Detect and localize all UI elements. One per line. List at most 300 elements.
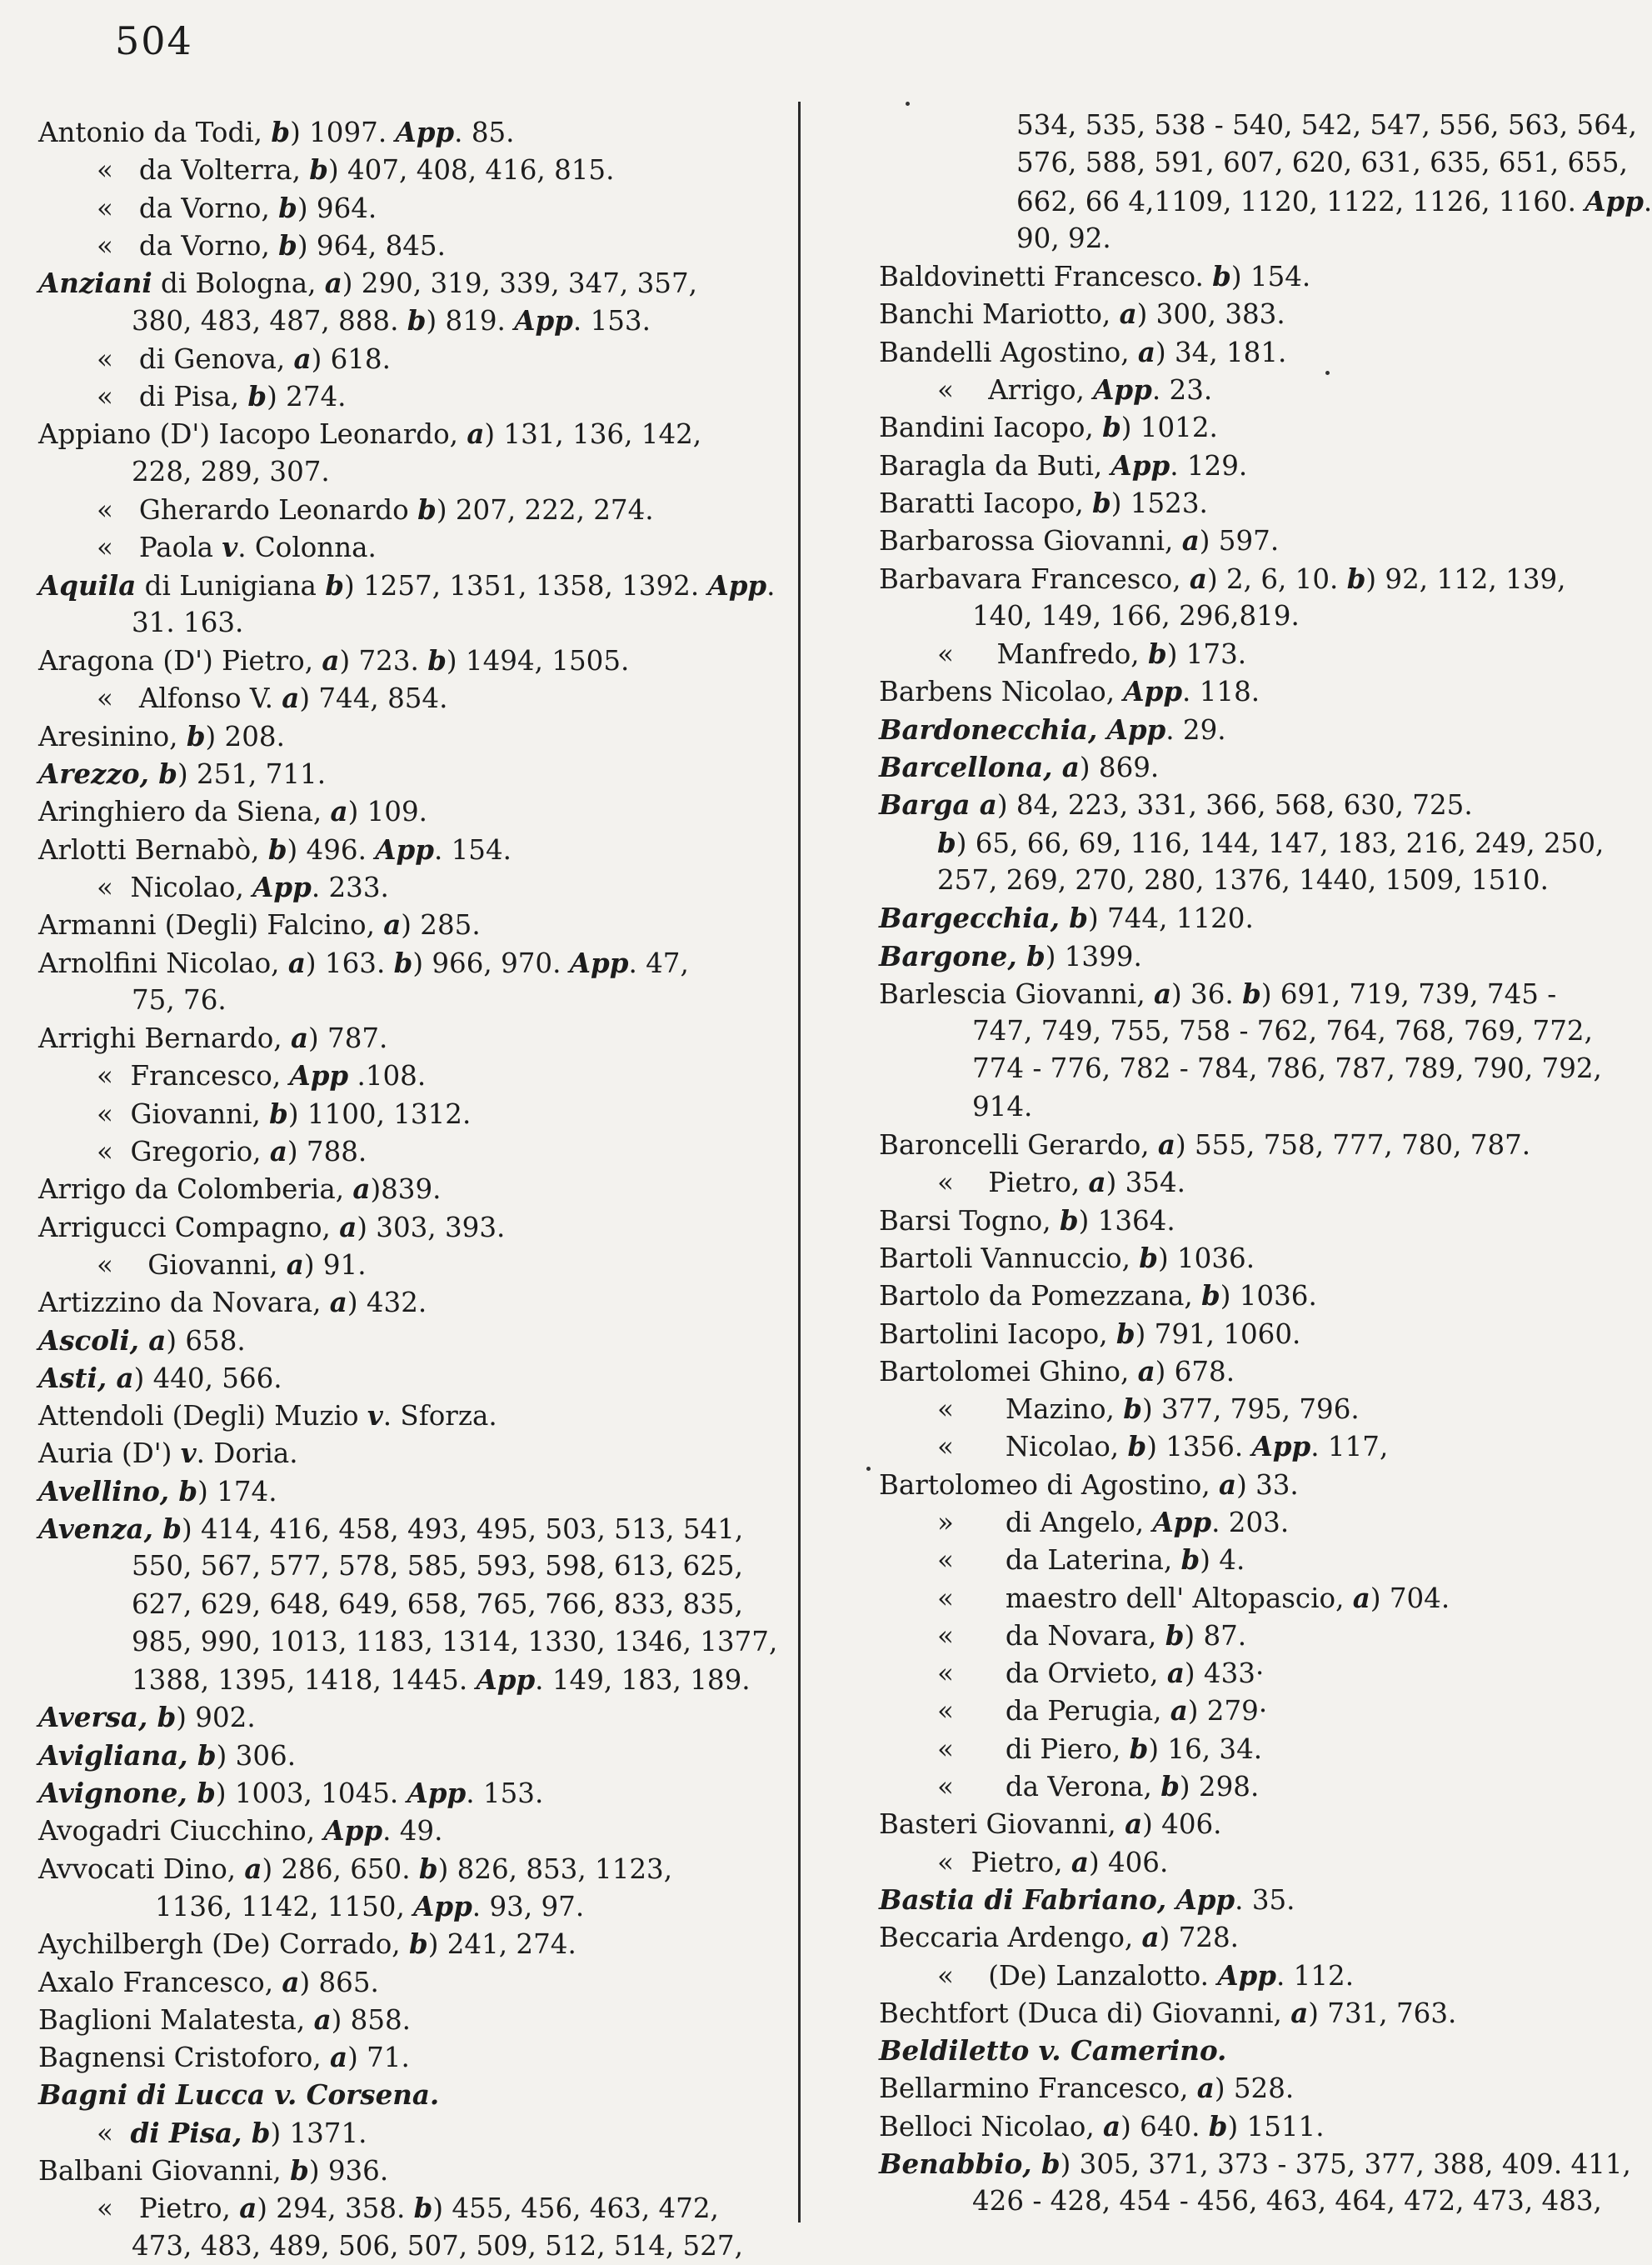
index-line	[38, 1095, 771, 1132]
index-line	[38, 1623, 778, 1661]
index-italic-text: b	[1201, 1279, 1220, 1312]
index-text: . Doria.	[196, 1438, 298, 1470]
index-italic-text: Bastia di Fabriano, App	[879, 1882, 1235, 1916]
index-line	[879, 1730, 1612, 1768]
index-text: « da Vorno,	[97, 192, 279, 224]
index-text: Axalo Francesco,	[38, 1966, 282, 1998]
index-line	[38, 1850, 771, 1888]
index-italic-text: b	[267, 832, 287, 866]
index-text: ) 92, 112, 139,	[1365, 562, 1566, 595]
index-text: ) 678.	[1155, 1355, 1235, 1388]
index-italic-text: a	[1290, 1996, 1309, 2029]
index-line	[879, 1315, 1612, 1352]
index-italic-text: a	[1137, 1354, 1155, 1388]
index-italic-text: Asti, a	[38, 1361, 134, 1394]
index-text: ) 207, 222, 274.	[436, 493, 654, 526]
index-italic-text: App	[375, 832, 434, 866]
index-line	[38, 415, 771, 452]
index-line	[38, 113, 771, 151]
index-text: ) 640.	[1120, 2110, 1209, 2142]
index-line	[38, 1132, 771, 1170]
index-text: Auria (D')	[38, 1438, 181, 1470]
index-text: di Bologna,	[152, 268, 325, 300]
index-italic-text: a	[293, 342, 312, 375]
index-line	[38, 1170, 771, 1208]
index-text: ) 1364.	[1078, 1204, 1175, 1237]
index-text: ) 406.	[1142, 1808, 1222, 1841]
index-text: ) 163.	[305, 947, 394, 979]
index-text: ) 788.	[287, 1136, 367, 1168]
index-italic-text: b	[1059, 1203, 1079, 1237]
index-italic-text: a	[239, 2192, 257, 2225]
index-text: ) 440, 566.	[133, 1362, 282, 1394]
index-text: ) 4.	[1200, 1544, 1245, 1577]
index-italic-text: a	[339, 1210, 357, 1243]
index-text: ) 303, 393.	[357, 1211, 506, 1243]
index-text: . 154.	[433, 833, 512, 866]
index-line	[879, 711, 1612, 748]
index-line	[38, 1322, 771, 1359]
index-text: ) 208.	[205, 720, 285, 752]
index-text: Bellarmino Francesco,	[879, 2072, 1197, 2105]
index-line	[879, 1012, 1612, 1050]
index-text: ) 298.	[1179, 1771, 1260, 1803]
index-text: « Gregorio,	[97, 1136, 270, 1168]
index-line	[879, 484, 1612, 522]
index-text: « Nicolao,	[97, 871, 253, 903]
index-text: «	[97, 2117, 131, 2149]
index-italic-text: Avellino, b	[38, 1474, 198, 1508]
index-text: ) 241, 274.	[427, 1928, 576, 1961]
index-italic-text: Bargone, b	[879, 939, 1046, 972]
index-italic-text: b	[269, 1097, 288, 1130]
index-italic-text: b	[1208, 2109, 1228, 2142]
index-line	[38, 378, 771, 415]
index-italic-text: Barga a	[879, 788, 997, 822]
index-text: ) 432.	[347, 1287, 427, 1319]
index-text: Arrigo da Colomberia,	[38, 1173, 353, 1206]
print-fleck	[906, 102, 910, 106]
index-line	[38, 1246, 771, 1283]
index-text: ) 1371.	[270, 2117, 367, 2149]
index-italic-text: b	[309, 153, 328, 187]
index-line	[38, 302, 771, 339]
index-line	[38, 2114, 771, 2152]
index-text: 426 - 428, 454 - 456, 463, 464, 472, 473, 483,	[972, 2185, 1602, 2218]
index-text: ) 1100, 1312.	[287, 1098, 472, 1130]
index-text: Barsi Togno,	[879, 1204, 1060, 1237]
index-line	[879, 220, 1612, 258]
index-text: 257, 269, 270, 280, 1376, 1440, 1509, 1510.	[937, 863, 1549, 896]
index-line	[879, 975, 1612, 1012]
index-text: ) 300, 383.	[1136, 298, 1285, 331]
index-italic-text: a	[330, 2041, 348, 2074]
index-italic-text: a	[352, 1172, 371, 1206]
index-line	[879, 1843, 1612, 1881]
index-text: Balbani Giovanni,	[38, 2155, 291, 2188]
index-line	[879, 1541, 1612, 1578]
index-line	[38, 1963, 771, 2001]
index-text: ) 16, 34.	[1148, 1732, 1263, 1765]
index-text: ) 858.	[331, 2003, 412, 2036]
index-text: « Gherardo Leonardo	[97, 493, 418, 526]
index-text: ) 723.	[339, 645, 428, 678]
index-italic-text: b	[418, 1852, 438, 1885]
index-italic-text: a	[282, 682, 300, 715]
index-line	[879, 899, 1612, 937]
index-line	[879, 1805, 1612, 1842]
index-italic-text: a	[1219, 1468, 1237, 1501]
index-italic-text: a	[467, 418, 485, 451]
index-line	[38, 151, 771, 188]
index-text: ) 787.	[308, 1022, 388, 1055]
index-text: « Francesco,	[97, 1060, 290, 1092]
index-line	[879, 1390, 1612, 1428]
index-line	[38, 528, 771, 566]
index-line	[38, 1510, 771, 1548]
index-text: 550, 567, 577, 578, 585, 593, 598, 613, 625,	[132, 1550, 743, 1582]
index-text: « da Orvieto,	[937, 1658, 1167, 1690]
index-text: Arlotti Bernabò,	[38, 833, 268, 866]
index-text: )839.	[370, 1173, 442, 1206]
index-italic-text: a	[1103, 2109, 1121, 2142]
index-text: Bechtfort (Duca di) Giovanni,	[879, 1997, 1291, 2029]
index-italic-text: b	[1115, 1317, 1135, 1350]
index-line	[879, 1126, 1612, 1163]
index-text: ) 731, 763.	[1308, 1997, 1457, 2029]
index-text: 747, 749, 755, 758 - 762, 764, 768, 769, 772,	[972, 1015, 1593, 1048]
index-text: . 112.	[1276, 1959, 1355, 1992]
index-line	[879, 107, 1637, 144]
index-text: ) 791, 1060.	[1135, 1318, 1301, 1350]
index-italic-text: Ascoli, a	[38, 1323, 167, 1357]
index-italic-text: b	[1123, 1392, 1142, 1426]
index-text: 576, 588, 591, 607, 620, 631, 635, 651, 655,	[1016, 147, 1628, 179]
index-italic-text: App	[252, 870, 312, 903]
index-text: . 93, 97.	[472, 1890, 585, 1922]
index-text: .108.	[348, 1060, 427, 1092]
index-text: ) 528.	[1214, 2072, 1295, 2105]
index-italic-text: b	[186, 719, 206, 752]
index-text: Arrighi Bernardo,	[38, 1022, 291, 1055]
index-text: Bartolini Iacopo,	[879, 1318, 1116, 1350]
index-line	[879, 1692, 1612, 1729]
index-text: Baratti Iacopo,	[879, 487, 1093, 519]
index-text: « di Piero,	[937, 1732, 1130, 1765]
index-line	[879, 1428, 1612, 1465]
index-text: Baglioni Malatesta,	[38, 2003, 314, 2036]
index-italic-text: App	[1251, 1430, 1311, 1463]
index-italic-text: a	[329, 1286, 347, 1319]
index-text: Bandini Iacopo,	[879, 412, 1103, 444]
index-text: Artizzino da Novara,	[38, 1287, 330, 1319]
index-italic-text: Aquila	[38, 568, 137, 602]
index-text: ) 1012.	[1120, 412, 1218, 444]
index-text: « da Perugia,	[937, 1695, 1170, 1728]
index-italic-text: a	[330, 795, 348, 828]
index-text: Barlescia Giovanni,	[879, 978, 1154, 1010]
index-line	[38, 1472, 771, 1510]
index-line	[38, 679, 771, 717]
index-line	[879, 333, 1612, 371]
index-italic-text: b	[278, 228, 297, 262]
index-italic-text: a	[1119, 298, 1137, 331]
index-text: Beccaria Ardengo,	[879, 1922, 1142, 1954]
index-text: . 23.	[1151, 374, 1213, 407]
index-text: ) 1356.	[1146, 1431, 1252, 1463]
index-line	[38, 1812, 771, 1849]
index-line	[879, 1579, 1612, 1617]
index-italic-text: b	[413, 2192, 433, 2225]
index-italic-text: Beldiletto v. Camerino.	[879, 2034, 1227, 2068]
index-line	[38, 642, 771, 679]
index-text: « Pietro,	[937, 1846, 1071, 1878]
index-text: « maestro dell' Altopascio,	[937, 1582, 1353, 1614]
index-italic-text: b	[1346, 562, 1366, 595]
index-italic-text: Bargecchia, b	[879, 902, 1089, 935]
index-text: ) 279·	[1187, 1695, 1268, 1728]
index-line	[38, 1661, 771, 1698]
index-text: « da Laterina,	[937, 1544, 1181, 1577]
index-line	[38, 1548, 771, 1585]
index-text: « Pietro,	[97, 2192, 240, 2225]
index-line	[879, 1994, 1612, 2032]
index-line	[38, 1698, 771, 1736]
index-text: ) 285.	[401, 909, 481, 942]
index-text: . 117,	[1310, 1431, 1389, 1463]
index-text: Aragona (D') Pietro,	[38, 645, 322, 678]
index-column-left	[38, 113, 778, 2265]
index-text: « Paola	[97, 532, 222, 564]
index-text: ) 33.	[1236, 1468, 1299, 1501]
index-text: « Giovanni,	[97, 1098, 270, 1130]
index-text: ) 34, 181.	[1155, 336, 1287, 368]
index-italic-text: App	[569, 946, 629, 979]
index-line	[879, 1466, 1612, 1503]
index-line	[38, 868, 771, 906]
index-text: « da Novara,	[937, 1619, 1165, 1652]
index-text: 1136, 1142, 1150,	[155, 1890, 414, 1922]
index-line	[879, 635, 1612, 672]
index-text: Basteri Giovanni,	[879, 1808, 1125, 1841]
index-italic-text: Bagni di Lucca v. Corsena.	[38, 2078, 440, 2112]
index-italic-text: b	[1127, 1430, 1147, 1463]
index-text: ) 354.	[1105, 1167, 1185, 1199]
index-italic-text: b	[271, 116, 291, 148]
index-text: Barbarossa Giovanni,	[879, 525, 1182, 558]
index-text: 380, 483, 487, 888.	[132, 305, 407, 338]
index-text: « Arrigo,	[937, 374, 1094, 407]
index-line	[38, 2038, 771, 2076]
index-line	[879, 1768, 1612, 1805]
index-line	[38, 1397, 771, 1434]
index-line	[879, 560, 1612, 598]
index-line	[38, 792, 771, 830]
index-text: 31. 163.	[132, 606, 244, 638]
index-line	[38, 1019, 771, 1057]
index-italic-text: b	[1092, 486, 1111, 519]
index-text: Bagnensi Cristoforo,	[38, 2042, 331, 2074]
index-line	[38, 1283, 771, 1321]
index-text: . 153.	[572, 305, 651, 338]
index-line	[879, 1654, 1612, 1692]
print-fleck	[866, 1467, 871, 1471]
index-italic-text: Avignone, b	[38, 1777, 216, 1810]
index-line	[879, 522, 1612, 559]
index-text: « Giovanni,	[97, 1248, 287, 1281]
index-italic-text: b	[278, 191, 297, 224]
index-text: 774 - 776, 782 - 784, 786, 787, 789, 790, 792,	[972, 1052, 1602, 1085]
index-text: « di Genova,	[97, 342, 294, 375]
index-line	[879, 144, 1628, 182]
index-text: ) 744, 1120.	[1088, 902, 1254, 935]
index-text: « Alfonso V.	[97, 682, 282, 715]
index-italic-text: a	[324, 267, 342, 300]
index-italic-text: a	[1141, 1921, 1160, 1954]
index-line	[879, 371, 1612, 408]
index-text: ) 414, 416, 458, 493, 495, 503, 513, 541,	[181, 1512, 744, 1545]
index-text: » di Angelo,	[937, 1506, 1153, 1538]
index-text: ) 618.	[311, 342, 391, 375]
index-line	[38, 1359, 771, 1397]
index-italic-text: di Pisa, b	[130, 2116, 271, 2149]
index-line	[879, 295, 1612, 332]
index-italic-text: App	[1217, 1958, 1276, 1992]
index-line	[879, 2032, 1612, 2069]
index-italic-text: a	[1137, 335, 1155, 368]
index-italic-text: App	[407, 1777, 467, 1810]
index-text: . 85.	[454, 117, 515, 148]
index-text: « Nicolao,	[937, 1431, 1128, 1463]
index-text: ) 1036.	[1157, 1242, 1255, 1274]
index-line	[38, 1925, 771, 1962]
index-line	[38, 227, 771, 264]
index-text: ) 251, 711.	[177, 758, 327, 791]
index-italic-text: App	[1123, 675, 1183, 708]
index-line	[879, 748, 1612, 786]
index-text: ) 2, 6, 10.	[1206, 562, 1347, 595]
index-italic-text: b	[937, 826, 956, 859]
index-text: « da Volterra,	[97, 154, 310, 187]
index-italic-text: App	[395, 116, 455, 148]
index-text: « da Verona,	[937, 1771, 1161, 1803]
index-italic-text: a	[1071, 1845, 1089, 1878]
index-line	[879, 258, 1612, 295]
index-line	[879, 2108, 1612, 2145]
index-line	[38, 2152, 771, 2189]
index-text: 914.	[972, 1090, 1033, 1122]
index-text: ) 555, 758, 777, 780, 787.	[1175, 1129, 1531, 1162]
index-text: Baldovinetti Francesco.	[879, 261, 1213, 293]
index-italic-text: a	[1352, 1581, 1370, 1614]
index-text: Baragla da Buti,	[879, 449, 1111, 482]
index-line	[879, 824, 1612, 862]
index-line	[38, 340, 771, 378]
index-line	[38, 453, 771, 491]
index-italic-text: b	[1242, 977, 1261, 1010]
index-text: ) 704.	[1370, 1582, 1450, 1614]
index-line	[38, 1737, 771, 1774]
index-text: ) 1003, 1045.	[215, 1778, 407, 1810]
index-italic-text: App	[1093, 373, 1152, 407]
index-text: Bandelli Agostino,	[879, 336, 1138, 368]
index-line	[38, 2189, 771, 2227]
index-italic-text: a	[383, 908, 402, 942]
index-text: « Manfredo,	[937, 638, 1148, 671]
index-italic-text: b	[408, 1928, 428, 1961]
index-text: ) 109.	[347, 796, 427, 828]
index-text: Avogadri Ciucchino,	[38, 1815, 324, 1848]
index-line	[879, 1277, 1612, 1314]
index-italic-text: a	[1170, 1694, 1188, 1728]
index-text: ) 597.	[1199, 525, 1280, 558]
index-italic-text: b	[417, 492, 437, 526]
index-italic-text: v	[222, 531, 238, 564]
index-italic-text: App	[1110, 448, 1170, 482]
index-italic-text: a	[282, 1965, 300, 1998]
index-line	[879, 938, 1612, 975]
index-text: . 153.	[466, 1778, 544, 1810]
index-italic-text: a	[1196, 2072, 1215, 2105]
index-text: . 129.	[1170, 449, 1248, 482]
index-line	[38, 1208, 771, 1246]
index-text: ) 154.	[1230, 261, 1311, 293]
index-italic-text: b	[290, 2154, 309, 2188]
index-text: 140, 149, 166, 296,819.	[972, 599, 1300, 632]
index-italic-text: Barcellona, a	[879, 751, 1080, 784]
column-divider	[798, 102, 801, 2222]
index-line	[38, 2001, 771, 2038]
index-italic-text: Anziani	[38, 267, 152, 300]
index-text: ) 294, 358.	[257, 2192, 414, 2225]
index-text: ) 964, 845.	[297, 229, 446, 262]
index-text: ) 433·	[1184, 1658, 1265, 1690]
index-italic-text: Avigliana, b	[38, 1738, 217, 1772]
index-text: Barbavara Francesco,	[879, 562, 1190, 595]
index-line	[879, 182, 1652, 220]
index-text: ) 869.	[1079, 752, 1160, 784]
index-line	[38, 755, 771, 792]
index-line	[38, 189, 771, 227]
index-text: .	[1643, 185, 1652, 218]
index-italic-text: a	[286, 1248, 304, 1281]
index-text: « di Pisa,	[97, 381, 248, 413]
index-text: . 49.	[382, 1815, 443, 1848]
index-text: ) 305, 371, 373 - 375, 377, 388, 409. 411,	[1060, 2148, 1631, 2181]
index-text: ) 406.	[1088, 1846, 1169, 1878]
index-text: ) 1511.	[1227, 2110, 1325, 2142]
index-text: Baroncelli Gerardo,	[879, 1129, 1158, 1162]
index-line	[38, 1434, 771, 1472]
index-text: ) 1036.	[1220, 1280, 1317, 1312]
index-text: ) 455, 456, 463, 472,	[432, 2192, 719, 2225]
index-line	[38, 982, 771, 1019]
index-text: ) 1494, 1505.	[446, 645, 630, 678]
index-italic-text: b	[247, 380, 267, 413]
index-line	[38, 1888, 771, 1925]
index-line	[38, 2076, 771, 2113]
index-italic-text: App	[1585, 184, 1644, 218]
index-text: ) 496.	[287, 833, 376, 866]
index-italic-text: Avenza, b	[38, 1512, 182, 1545]
index-text: . 118.	[1182, 676, 1260, 708]
index-text: 473, 483, 489, 506, 507, 509, 512, 514, 527,	[132, 2229, 743, 2262]
index-italic-text: b	[1139, 1241, 1158, 1274]
index-line	[879, 1163, 1612, 1201]
index-text: 534, 535, 538 - 540, 542, 547, 556, 563, 564,	[1016, 109, 1637, 141]
index-text: 1388, 1395, 1418, 1445.	[132, 1664, 477, 1697]
index-text: . 149, 183, 189.	[535, 1664, 751, 1697]
